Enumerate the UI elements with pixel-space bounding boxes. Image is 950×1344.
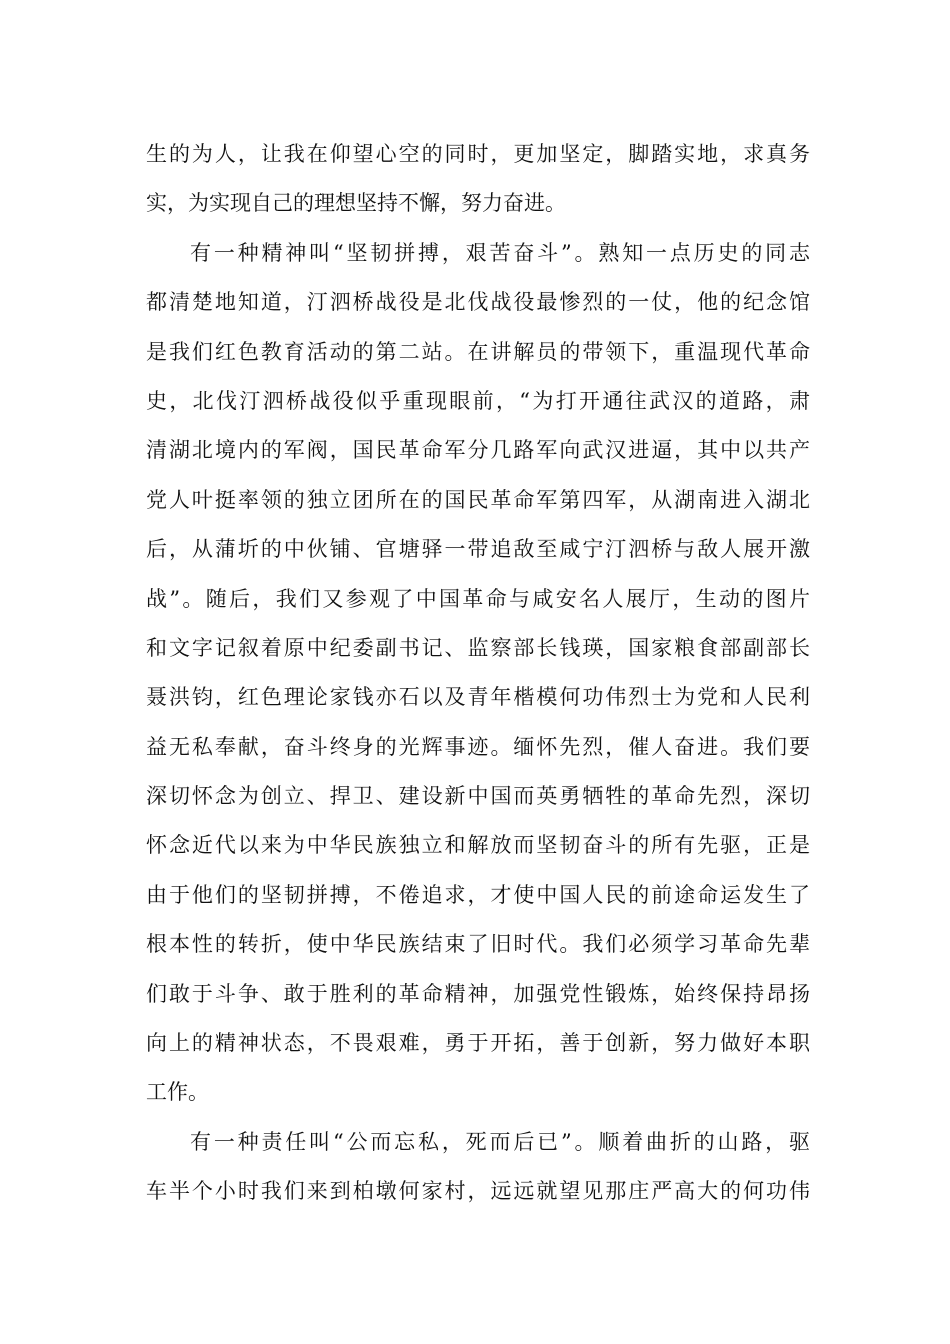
text-line: 由于他们的坚韧拼搏，不倦追求，才使中国人民的前途命运发生了 [146,882,810,907]
text-line: 深切怀念为创立、捍卫、建设新中国而英勇牺牲的革命先烈，深切 [146,784,810,809]
text-line: 聂洪钧，红色理论家钱亦石以及青年楷模何功伟烈士为党和人民利 [146,685,810,710]
text-line: 史，北伐汀泗桥战役似乎重现眼前，“为打开通往武汉的道路，肃 [146,388,810,413]
text-line: 战”。随后，我们又参观了中国革命与咸安名人展厅，生动的图片 [146,586,810,611]
text-line: 们敢于斗争、敢于胜利的革命精神，加强党性锻炼，始终保持昂扬 [146,981,810,1006]
text-line: 向上的精神状态，不畏艰难，勇于开拓，善于创新，努力做好本职 [146,1031,810,1056]
text-line: 后，从蒲圻的中伙铺、官塘驿一带追敌至咸宁汀泗桥与敌人展开激 [146,537,810,562]
text-line: 工作。 [146,1080,209,1105]
text-line: 实，为实现自己的理想坚持不懈，努力奋进。 [146,191,566,216]
text-line: 都清楚地知道，汀泗桥战役是北伐战役最惨烈的一仗，他的纪念馆 [146,290,810,315]
text-line: 车半个小时我们来到柏墩何家村，远远就望见那庄严高大的何功伟 [146,1179,810,1204]
text-line: 有一种责任叫“公而忘私，死而后已”。顺着曲折的山路，驱 [190,1129,810,1154]
text-line: 生的为人，让我在仰望心空的同时，更加坚定，脚踏实地，求真务 [146,142,810,166]
text-line: 益无私奉献，奋斗终身的光辉事迹。缅怀先烈，催人奋进。我们要 [146,734,810,759]
body-text [146,130,810,1217]
text-line: 清湖北境内的军阀，国民革命军分几路军向武汉进逼，其中以共产 [146,438,810,463]
text-line: 党人叶挺率领的独立团所在的国民革命军第四军，从湖南进入湖北 [146,487,810,512]
text-line: 和文字记叙着原中纪委副书记、监察部长钱瑛，国家粮食部副部长 [146,635,810,660]
text-line: 有一种精神叫“坚韧拼搏，艰苦奋斗”。熟知一点历史的同志 [190,240,810,265]
text-line: 根本性的转折，使中华民族结束了旧时代。我们必须学习革命先辈 [146,932,810,957]
text-line: 是我们红色教育活动的第二站。在讲解员的带领下，重温现代革命 [146,339,810,364]
text-line: 怀念近代以来为中华民族独立和解放而坚韧奋斗的所有先驱，正是 [146,833,810,858]
